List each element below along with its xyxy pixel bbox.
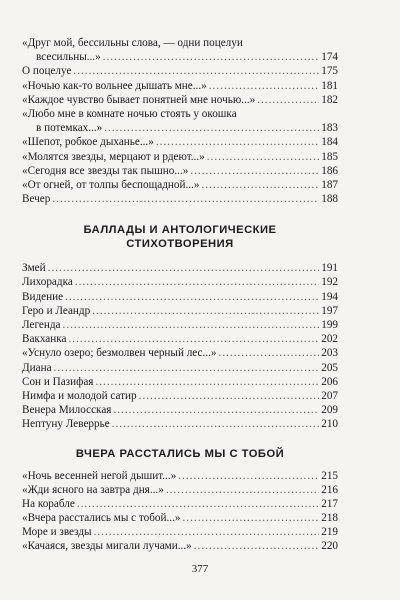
toc-entry-line	[22, 389, 338, 403]
toc-entry-title: Море и звезды	[22, 526, 92, 539]
dot-leader	[112, 417, 320, 431]
toc-entry-line	[22, 192, 338, 206]
toc-entry	[22, 332, 338, 346]
toc-entry	[22, 107, 338, 135]
toc-entry-page: 183	[321, 122, 338, 135]
toc-entry-page: 182	[321, 93, 338, 106]
toc-entry-title: «Ночь весенней негой дышит...»	[22, 469, 177, 482]
toc-entry-page: 188	[321, 193, 338, 206]
toc-entry-line	[22, 497, 338, 511]
section-heading-line: БАЛЛАДЫ И АНТОЛОГИЧЕСКИЕ	[83, 224, 277, 237]
toc-entry-line	[22, 50, 338, 64]
dot-leader	[92, 304, 319, 318]
toc-entry-title: «Сегодня все звезды так пышно...»	[22, 164, 189, 177]
dot-leader	[156, 135, 319, 149]
toc-entry-line	[22, 178, 338, 192]
toc-entry-page: 186	[321, 164, 338, 177]
page-number: 377	[191, 563, 209, 575]
toc-entry	[22, 497, 338, 511]
toc-entry	[22, 361, 338, 375]
dot-leader	[219, 346, 320, 360]
section-heading-ballads	[22, 223, 338, 251]
section-heading-yesterday	[22, 447, 338, 461]
dot-leader	[77, 497, 319, 511]
toc-entry-page: 175	[321, 65, 338, 78]
toc-entry-line	[22, 107, 338, 121]
toc-entry-line	[22, 417, 338, 431]
toc-block-yesterday	[22, 469, 338, 554]
toc-entry-page: 207	[321, 389, 338, 402]
toc-entry-page: 217	[321, 497, 338, 510]
toc-entry-line	[22, 79, 338, 93]
toc-entry-title: На корабле	[22, 497, 75, 510]
toc-entry-title: «Каждое чувство бывает понятней мне ночью...»	[22, 93, 256, 106]
toc-entry	[22, 290, 338, 304]
toc-entry-title: Диана	[22, 361, 52, 374]
dot-leader	[201, 178, 319, 192]
toc-entry-title: «Вчера расстались мы с тобой...»	[22, 512, 181, 525]
section-heading-line: ВЧЕРА РАССТАЛИСЬ МЫ С ТОБОЙ	[75, 447, 285, 460]
toc-entry	[22, 275, 338, 289]
toc-entry-title: «Ночью как-то вольнее дышать мне...»	[22, 79, 207, 92]
dot-leader	[190, 164, 319, 178]
toc-entry-page: 185	[321, 150, 338, 163]
dot-leader	[103, 50, 320, 64]
toc-entry-title: Сон и Пазифая	[22, 375, 94, 388]
dot-leader	[95, 375, 319, 389]
toc-entry-line	[22, 36, 338, 50]
toc-entry-title: О поцелуе	[22, 65, 72, 78]
toc-entry-title: Нимфа и молодой сатир	[22, 389, 137, 402]
toc-entry-line	[22, 121, 338, 135]
toc-entry-page: 197	[321, 304, 338, 317]
toc-entry-title: Вечер	[22, 193, 51, 206]
toc-entry-line	[22, 525, 338, 539]
toc-entry-line	[22, 290, 338, 304]
toc-entry-line	[22, 375, 338, 389]
toc-entry-title: Видение	[22, 290, 64, 303]
dot-leader	[166, 483, 319, 497]
toc-entry	[22, 389, 338, 403]
dot-leader	[94, 525, 320, 539]
toc-entry	[22, 261, 338, 275]
toc-entry	[22, 64, 338, 78]
toc-entry	[22, 178, 338, 192]
toc-entry-line	[22, 261, 338, 275]
toc-entry-page: 194	[321, 290, 338, 303]
dot-leader	[75, 275, 319, 289]
toc-entry-title: Легенда	[22, 319, 61, 331]
toc-entry-title: «Шепот, робкое дыханье...»	[22, 136, 154, 149]
toc-entry-title: «Любо мне в комнате ночью стоять у окошка	[22, 107, 237, 120]
toc-entry-page: 218	[321, 512, 338, 525]
toc-entry-page: 210	[321, 418, 338, 431]
toc-entry-page: 209	[321, 404, 338, 417]
toc-entry	[22, 525, 338, 539]
toc-entry	[22, 150, 338, 164]
toc-entry-title: Нептуну Леверрье	[22, 418, 110, 431]
toc-entry-page: 184	[321, 136, 338, 149]
toc-entry	[22, 375, 338, 389]
toc-entry-page: 206	[321, 375, 338, 388]
toc-entry-title: «Друг мой, бессильны слова, — одни поцелуи	[22, 37, 243, 49]
toc-entry	[22, 93, 338, 107]
toc-entry-page: 220	[321, 540, 338, 553]
toc-entry	[22, 346, 338, 360]
dot-leader	[178, 469, 319, 483]
toc-entry-title: Змей	[22, 262, 46, 275]
toc-entry-page: 203	[321, 347, 338, 360]
toc-entry-title: «Качаяся, звезды мигали лучами...»	[22, 540, 192, 553]
toc-entry-title: «Молятся звезды, мерцают и рдеют...»	[22, 150, 205, 163]
toc-entry-page: 181	[321, 79, 338, 92]
toc-entry-line	[22, 403, 338, 417]
toc-entry-title: Венера Милосская	[22, 404, 112, 417]
toc-entry-title: в потемках...»	[36, 122, 103, 135]
dot-leader	[73, 64, 319, 78]
toc-entry-line	[22, 469, 338, 483]
toc-entry-line	[22, 539, 338, 553]
toc-entry	[22, 304, 338, 318]
toc-entry-line	[22, 93, 338, 107]
toc-entry-title: «От огней, от толпы беспощадной...»	[22, 178, 200, 191]
toc-entry	[22, 417, 338, 431]
toc-entry	[22, 79, 338, 93]
toc-block-love-lyrics	[22, 36, 338, 206]
toc-entry-line	[22, 150, 338, 164]
toc-entry-title: «Уснуло озеро; безмолвен черный лес...»	[22, 347, 217, 360]
toc-entry	[22, 539, 338, 553]
toc-entry	[22, 36, 338, 64]
dot-leader	[69, 332, 320, 346]
toc-entry-page: 187	[321, 178, 338, 191]
toc-entry-line	[22, 483, 338, 497]
dot-leader	[48, 261, 320, 275]
toc-entry-line	[22, 511, 338, 525]
toc-entry-line	[22, 361, 338, 375]
table-of-contents	[22, 36, 338, 554]
toc-entry	[22, 192, 338, 206]
toc-entry-line	[22, 135, 338, 149]
dot-leader	[207, 150, 319, 164]
toc-entry-line	[22, 164, 338, 178]
toc-entry	[22, 483, 338, 497]
toc-entry-line	[22, 318, 338, 332]
dot-leader	[54, 361, 320, 375]
toc-entry-line	[22, 346, 338, 360]
dot-leader	[63, 318, 320, 332]
toc-entry-line	[22, 64, 338, 78]
toc-entry-page: 174	[321, 51, 338, 64]
dot-leader	[209, 79, 319, 93]
toc-block-ballads	[22, 261, 338, 431]
toc-entry-page: 219	[321, 526, 338, 539]
toc-entry	[22, 511, 338, 525]
toc-entry-title: всесильны...»	[36, 51, 101, 64]
toc-entry-title: Геро и Леандр	[22, 304, 91, 317]
toc-entry-title: Вакханка	[22, 333, 67, 346]
dot-leader	[104, 121, 319, 135]
dot-leader	[183, 511, 320, 525]
dot-leader	[65, 290, 319, 304]
toc-entry-page: 202	[321, 333, 338, 346]
toc-entry-page: 192	[321, 276, 338, 289]
toc-entry-line	[22, 275, 338, 289]
toc-entry-page: 191	[321, 262, 338, 275]
dot-leader	[257, 93, 319, 107]
toc-entry-title: «Жди ясного на завтра дня...»	[22, 483, 164, 496]
toc-entry-page: 199	[321, 319, 338, 331]
toc-entry-title: Лихорадка	[22, 276, 73, 289]
dot-leader	[52, 192, 319, 206]
toc-entry	[22, 164, 338, 178]
toc-entry-page: 205	[321, 361, 338, 374]
toc-entry	[22, 403, 338, 417]
toc-entry-line	[22, 304, 338, 318]
toc-entry-page: 215	[321, 469, 338, 482]
section-heading-line: СТИХОТВОРЕНИЯ	[126, 238, 234, 251]
toc-entry-line	[22, 332, 338, 346]
dot-leader	[194, 539, 319, 553]
toc-entry-page: 216	[321, 483, 338, 496]
dot-leader	[139, 389, 320, 403]
toc-entry	[22, 318, 338, 332]
dot-leader	[113, 403, 319, 417]
toc-entry	[22, 135, 338, 149]
toc-entry	[22, 469, 338, 483]
